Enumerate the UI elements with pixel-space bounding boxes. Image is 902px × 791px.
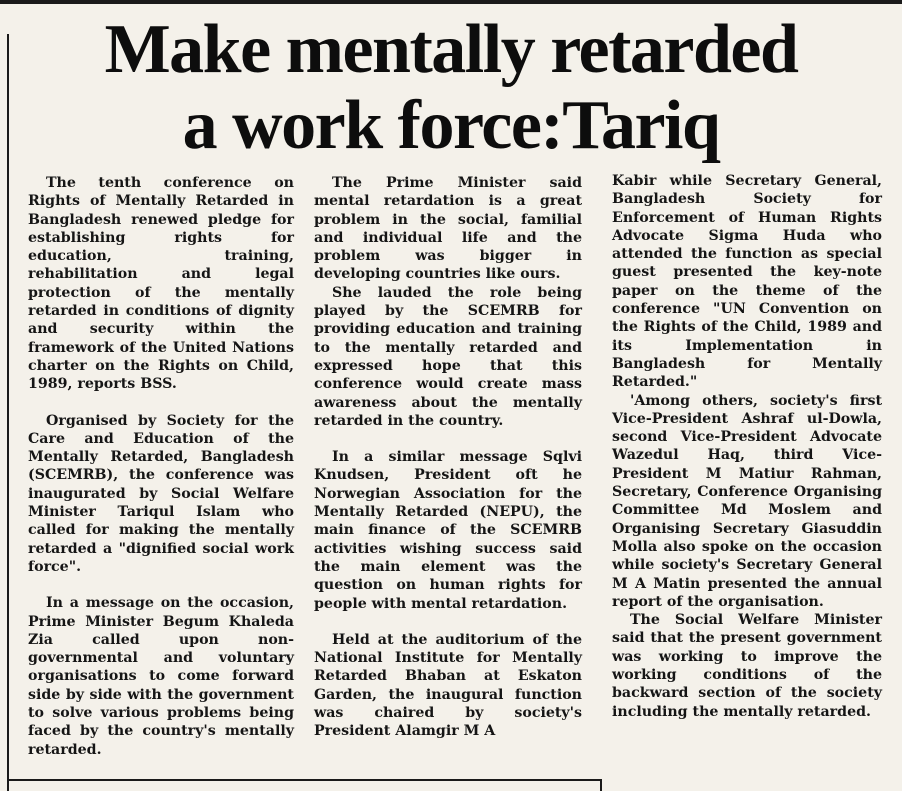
- paragraph: The Prime Minister said mental retardation is a great problem in the social, familial and individual life and the problem was bigger in developing countries like ours.: [314, 175, 582, 283]
- paragraph: The tenth conference on Rights of Mentally Retarded in Bangladesh renewed pledge for establishing rights for education, training, rehabilitation and legal protection of the mentally retarded in conditions of dignity and security within the framework of the United Nations charter on the Rights on Child, 1989, reports BSS.: [28, 175, 294, 393]
- headline-line-2: a work force:Tariq: [182, 87, 720, 164]
- article-column-1: [28, 174, 294, 759]
- paragraph: The Social Welfare Minister said that the present government was working to improve the working conditions of the backward section of the society including the mentally retarded.: [612, 612, 882, 720]
- article-column-2: [314, 174, 582, 741]
- paragraph: In a message on the occasion, Prime Minister Begum Khaleda Zia called upon non-governmental and voluntary organisations to come forward side by side with the government to solve various problems being faced by the country's mentally retarded.: [28, 595, 294, 758]
- top-rule: [0, 0, 902, 4]
- paragraph: Kabir while Secretary General, Bangladesh Society for Enforcement of Human Rights Advocate Sigma Huda who attended the function as special guest presented the key-note paper on the theme of the conference "UN Convention on the Rights of the Child, 1989 and its Implementation in Bangladesh for Mentally Retarded.": [612, 173, 882, 391]
- paragraph: In a similar message Sqlvi Knudsen, President oft he Norwegian Association for the Mentally Retarded (NEPU), the main finance of the SCEMRB activities wishing success said the main element was the question on human rights for people with mental retardation.: [314, 449, 582, 612]
- headline-line-1: Make mentally retarded: [104, 11, 798, 88]
- paragraph: Held at the auditorium of the National Institute for Mentally Retarded Bhaban at Eskaton Garden, the inaugural function was chaired by society's President Alamgir M A: [314, 631, 582, 740]
- headline: [0, 12, 902, 164]
- bottom-rule: [8, 779, 601, 781]
- bottom-right-rule: [600, 779, 602, 791]
- article-column-3: [612, 172, 882, 721]
- paragraph: Organised by Society for the Care and Education of the Mentally Retarded, Bangladesh (SCEMRB), the conference was inaugurated by Social Welfare Minister Tariqul Islam who called for making the mentally retarded a "dignified social work force".: [28, 412, 294, 575]
- paragraph: She lauded the role being played by the SCEMRB for providing education and training to the mentally retarded and expressed hope that this conference would create mass awareness about the mentally retarded in the country.: [314, 284, 582, 429]
- paragraph: 'Among others, society's first Vice-President Ashraf ul-Dowla, second Vice-President Advocate Wazedul Haq, third Vice-President M Matiur Rahman, Secretary, Conference Organising Committee Md Moslem and Organising Secretary Giasuddin Molla also spoke on the occasion while society's Secretary General M A Matin presented the annual report of the organisation.: [612, 392, 882, 610]
